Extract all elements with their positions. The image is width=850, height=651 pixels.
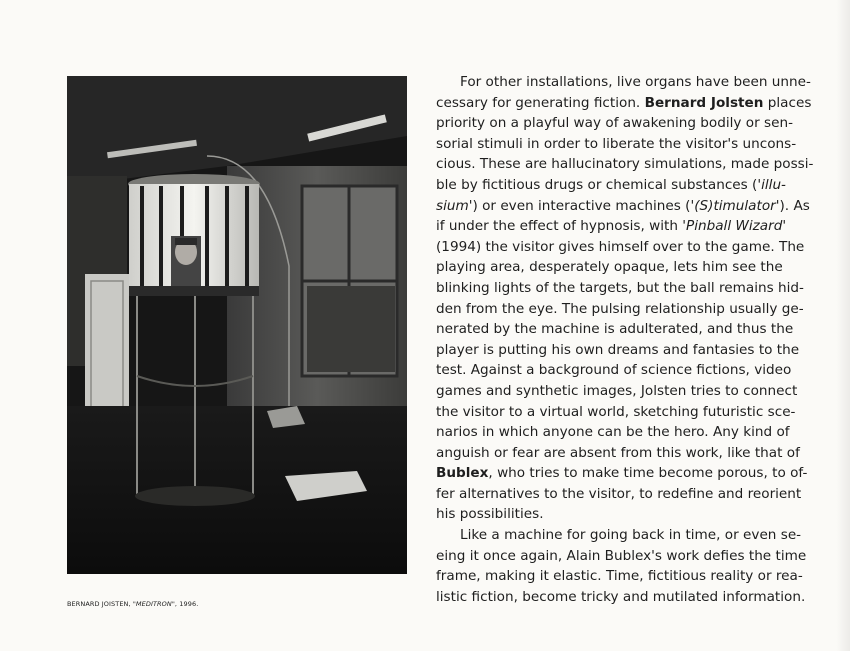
text-line — [436, 484, 802, 505]
text-line — [436, 587, 806, 608]
italic-title: 'Pinball Wizard' — [682, 218, 787, 235]
text-run: nerated by the machine is adulterated, and thus the — [436, 321, 794, 338]
text-run: playing area, desperately opaque, lets him see the — [436, 259, 783, 276]
text-line — [436, 237, 805, 258]
text-run: ) or even interactive machines ( — [472, 197, 691, 214]
text-run: frame, making it elastic. Time, fictitious reality or rea- — [436, 568, 803, 585]
text-run: his possibilities. — [436, 506, 544, 523]
text-run: eing it once again, Alain Bublex's work defies the time — [436, 547, 807, 564]
text-run: , who tries to make time become porous, to of- — [488, 465, 808, 482]
text-line — [436, 196, 810, 217]
text-line — [436, 566, 803, 587]
caption-year: , 1996. — [174, 600, 199, 608]
text-line — [436, 340, 800, 361]
text-run: ble by fictitious drugs or chemical substances ( — [436, 176, 758, 193]
installation-photo — [67, 76, 407, 574]
text-run: Like a machine for going back in time, or even se- — [460, 527, 802, 544]
text-line — [436, 278, 804, 299]
text-run: ). As — [779, 197, 810, 214]
text-run: narios in which anyone can be the hero. Any kind of — [436, 424, 790, 441]
text-run: player is putting his own dreams and fantasies to the — [436, 341, 800, 358]
text-line — [436, 546, 807, 567]
text-line — [436, 113, 793, 134]
text-line — [436, 525, 802, 546]
paragraph-2 — [436, 525, 807, 607]
page-edge-shadow — [836, 0, 850, 651]
caption-title: "MEDITRON" — [132, 600, 175, 608]
text-line — [436, 422, 790, 443]
italic-title: sium' — [436, 197, 473, 214]
text-run: priority on a playful way of awakening bodily or sen- — [436, 115, 793, 132]
text-line — [436, 299, 804, 320]
text-run: listic fiction, become tricky and mutilated information. — [436, 588, 806, 605]
text-line — [436, 360, 792, 381]
text-line — [436, 443, 800, 464]
text-run: games and synthetic images, Jolsten tries to connect — [436, 382, 798, 399]
text-line — [436, 175, 786, 196]
paragraph-1 — [436, 72, 814, 525]
text-run: (1994) the visitor gives himself over to the game. The — [436, 238, 805, 255]
text-run: fer alternatives to the visitor, to redefine and reorient — [436, 485, 802, 502]
text-line — [436, 216, 787, 237]
body-text — [436, 72, 814, 607]
text-run: anguish or fear are absent from this work, like that of — [436, 444, 800, 461]
italic-title: 'illu- — [757, 176, 786, 193]
photo-illustration — [67, 76, 407, 574]
text-run: blinking lights of the targets, but the ball remains hid- — [436, 279, 804, 296]
text-run: den from the eye. The pulsing relationship usually ge- — [436, 300, 804, 317]
text-run: cious. These are hallucinatory simulations, made possi- — [436, 156, 814, 173]
text-run: the visitor to a virtual world, sketching futuristic sce- — [436, 403, 796, 420]
text-line — [436, 257, 783, 278]
text-line — [436, 504, 777, 525]
bold-name: Bublex — [436, 465, 489, 482]
text-run: test. Against a background of science fictions, video — [436, 362, 792, 379]
bold-name: Bernard Jolsten — [644, 94, 764, 111]
text-line — [436, 72, 811, 93]
text-run: places — [763, 94, 812, 111]
text-run: cessary for generating fiction. — [436, 94, 645, 111]
text-line — [436, 402, 796, 423]
text-line — [436, 154, 814, 175]
text-run: sorial stimuli in order to liberate the visitor's uncons- — [436, 135, 797, 152]
italic-title: '(S)timulator' — [690, 197, 780, 214]
text-line — [436, 319, 794, 340]
text-run: For other installations, live organs have been unne- — [460, 74, 811, 90]
text-line — [436, 134, 797, 155]
text-line — [436, 381, 798, 402]
text-run: if under the effect of hypnosis, with — [436, 218, 683, 235]
figure-caption — [67, 600, 198, 608]
caption-artist: BERNARD JOISTEN, — [67, 600, 133, 608]
text-line — [436, 93, 812, 114]
text-line — [436, 463, 808, 484]
